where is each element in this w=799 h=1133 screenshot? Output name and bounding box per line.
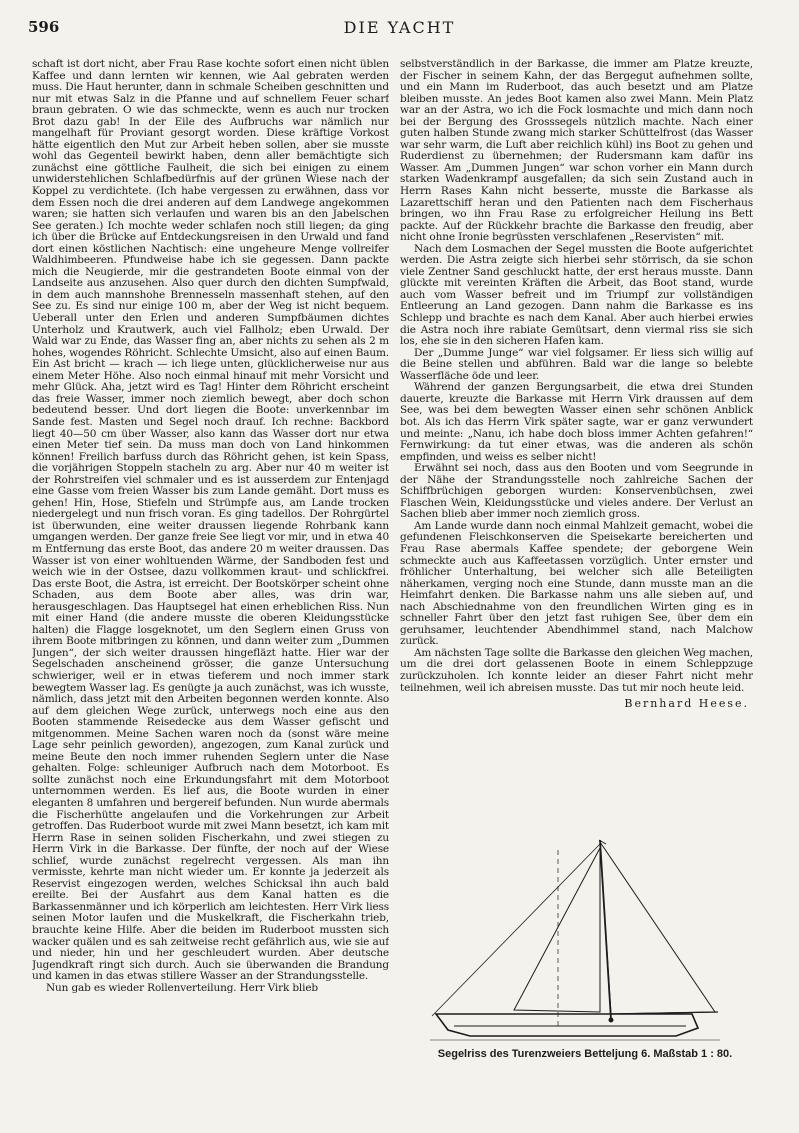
paragraph: Der „Dumme Junge“ war viel folgsamer. Er liess sich willig auf die Beine stellen und abführen. Bald war die lange so belebte Wasserfläche öde und leer. bbox=[400, 346, 753, 382]
paragraph: Am Lande wurde dann noch einmal Mahlzeit gemacht, wobei die gefundenen Fleischkonserven die Speisekarte bereicherten und Frau Rase abermals Kaffee spendete; der geborgene Wein schmeckte auch aus Kaffeetassen vorzüglich. Unter ernster und fröhlicher Unterhaltung, bei welcher sich alle Beteiligten näherkamen, verging noch eine Stunde, dann musste man an die Heimfahrt denken. Die Barkasse nahm uns alle sieben auf, und nach Abschiednahme von den freundlichen Wirten ging es in schneller Fahrt über den jetzt fast ruhigen See, über dem ein geruhsamer, leuchtender Abendhimmel stand, nach Malchow zurück. bbox=[400, 519, 753, 648]
sail-plan-drawing bbox=[430, 830, 730, 1045]
left-column bbox=[32, 59, 389, 1063]
hull bbox=[436, 1014, 698, 1036]
mast-foot bbox=[609, 1018, 613, 1022]
author-signature: Bernhard Heese. bbox=[624, 697, 749, 711]
paragraph: Nach dem Losmachen der Segel mussten die Boote aufgerichtet werden. Die Astra zeigte sich hierbei sehr störrisch, da sie schon viele Zentner Sand geschluckt hatte, der erst heraus musste. Dann glückte mit vereinten Kräften die Arbeit, das Boot stand, wurde auch vom Wasser befreit und im Triumpf zur vollständigen Entleerung an Land gezogen. Dann nahm die Barkasse es ins Schlepp und brachte es nach dem Kanal. Aber auch hierbei erwies die Astra noch ihre rabiate Gemütsart, denn viermal riss sie sich los, ehe sie in den sicheren Hafen kam. bbox=[400, 242, 753, 348]
paragraph: Während der ganzen Bergungsarbeit, die etwa drei Stunden dauerte, kreuzte die Barkasse mit Herrn Virk draussen auf dem See, was bei dem bewegten Wasser einen sehr schönen Anblick bot. Als ich das Herrn Virk später sagte, war er ganz verwundert und meinte: „Nanu, ich habe doch bloss immer Achten gefahren!“ Fernwirkung: da tut einer etwas, was die anderen als schön empfinden, und weiss es selber nicht! bbox=[400, 381, 753, 463]
paragraph: selbstverständlich in der Barkasse, die immer am Platze kreuzte, der Fischer in seinem Kahn, der das Bergegut aufnehmen sollte, und ein Mann im Ruderboot, das auch besetzt und am Platze bleiben musste. An jedes Boot kamen also zwei Mann. Mein Platz war an der Astra, wo ich die Fock losmachte und mich dann noch bei der Bergung des Grosssegels nützlich machte. Nach einer guten halben Stunde zwang mich starker Schüttelfrost (das Wasser war sehr warm, die Luft aber reichlich kühl) ins Boot zu gehen und Ruderdienst zu übernehmen; der Rudersmann kam dafür ins Wasser. Am „Dummen Jungen“ war schon vorher ein Mann durch starken Wadenkrampf ausgefallen; da sich sein Zustand auch in Herrn Rases Kahn nicht besserte, musste die Barkasse als Lazarettschiff heran und den Patienten nach dem Fischerhaus bringen, wo ihn Frau Rase zu erfolgreicher Heilung ins Bett packte. Auf der Rückkehr brachte die Barkasse den freudig, aber nicht ohne Ironie begrüssten verschlafenen „Reservisten“ mit. bbox=[400, 59, 753, 244]
right-column bbox=[400, 59, 753, 759]
running-title: DIE YACHT bbox=[343, 18, 456, 37]
page-number: 596 bbox=[28, 18, 60, 36]
forestay bbox=[432, 844, 600, 1016]
paragraph: schaft ist dort nicht, aber Frau Rase kochte sofort einen nicht üblen Kaffee und dann lernten wir kennen, wie Aal gebraten werden muss. Die Haut herunter, dann in schmale Scheiben geschnitten und nur mit etwas Salz in die Pfanne und auf schnellem Feuer scharf braun gebraten. O wie das schmeckte, wenn es auch nur trocken Brot dazu gab! In der Eile des Aufbruchs war nämlich nur mangelhaft für Proviant gesorgt worden. Diese kräftige Vorkost hätte eigentlich den Mut zur Arbeit heben sollen, aber sie musste wohl das Gegenteil bewirkt haben, denn aller bemächtigte sich zunächst eine göttliche Faulheit, die sich bei einigen zu einem unwiderstehlichen Schlafbedürfnis auf der grünen Wiese nach der Koppel zu verdichtete. (Ich habe vergessen zu erwähnen, dass vor dem Essen noch die drei anderen auf dem Landwege angekommen waren; sie hatten sich verlaufen und waren bis an den Jabelschen See geraten.) Ich mochte weder schlafen noch still liegen; da ging ich über die Brücke auf Entdeckungsreisen in den Urwald und fand dort einen köstlichen Nachtisch: eine ungeheure Menge vollreifer Waldhimbeeren. Pfundweise habe ich sie gegessen. Dann packte mich die Neugierde, mir die gestrandeten Boote einmal von der Landseite aus anzusehen. Also quer durch den dichten Sumpfwald, in dem auch mannshohe Brennesseln massenhaft stehen, auf den See zu. Es sind nur einige 100 m, aber der Weg ist nicht bequem. Ueberall unter den Erlen und anderen Sumpfbäumen dichtes Unterholz und Krautwerk, auch viel Fallholz; eben Urwald. Der Wald war zu Ende, das Wasser fing an, aber nichts zu sehen als 2 m hohes, wogendes Röhricht. Schlechte Umsicht, also auf einen Baum. Ein Ast bricht — krach — ich liege unten, glücklicherweise nur aus einem Meter Höhe. Also noch einmal hinauf mit mehr Vorsicht und mehr Glück. Aha, jetzt wird es Tag! Hinter dem Röhricht erscheint das freie Wasser, immer noch ziemlich bewegt, aber doch schon bedeutend besser. Und dort liegen die Boote: unverkennbar im Sande fest. Masten und Segel noch drauf. Ich rechne: Backbord liegt 40—50 cm über Wasser, also kann das Wasser dort nur etwa einen Meter tief sein. Da muss man doch von Land hinkommen können! Freilich barfuss durch das Röhricht gehen, ist kein Spass, die vorjährigen Stoppeln stacheln zu arg. Aber nur 40 m weiter ist der Rohrstreifen viel schmaler und es ist ausserdem zur Entenjagd eine Gasse vom freien Wasser bis zum Lande gemäht. Dort muss es gehen! Hin, Hose, Stiefeln und Strümpfe aus, am Lande trocken niedergelegt und nun frisch voran. Es ging tadellos. Der Rohrgürtel ist überwunden, eine weiter draussen liegende Rohrbank kann umgangen werden. Der ganze freie See liegt vor mir, und in etwa 40 m Entfernung das erste Boot, das andere 20 m weiter draussen. Das Wasser ist von einer wohltuenden Wärme, der Sandboden fest und weich wie in der Ostsee, dazu vollkommen kraut- und schlickfrei. Das erste Boot, die Astra, ist erreicht. Der Bootskörper scheint ohne Schaden, aus dem Boote aber alles, was drin war, herausgeschlagen. Das Hauptsegel hat einen erheblichen Riss. Nun mit einer Hand (die andere musste die oberen Kleidungsstücke halten) die Flagge losgeknotet, um den Seglern einen Gruss von ihrem Boote mitbringen zu können, und dann weiter zum „Dummen Jungen“, der sich weiter draussen hingefläzt hatte. Hier war der Segelschaden anscheinend grösser, die ganze Untersuchung schwieriger, weil er in etwas tieferem und noch immer stark bewegtem Wasser lag. Es genügte ja auch zunächst, was ich wusste, nämlich, dass jetzt mit den Arbeiten begonnen werden konnte. Also auf dem gleichen Wege zurück, unterwegs noch eine aus den Booten stammende Reisedecke aus dem Wasser gefischt und mitgenommen. Meine Sachen waren noch da (sonst wäre meine Lage sehr peinlich geworden), angezogen, zum Kanal zurück und meine Beute den noch immer ruhenden Seglern unter die Nase gehalten. Folge: schleuniger Aufbruch nach dem Motorboot. Es sollte zunächst noch eine Erkundungsfahrt mit dem Motorboot unternommen werden. Es lief aus, die Boote wurden in einer eleganten 8 umfahren und bergereif befunden. Nun wurde abermals die Fischerhütte angelaufen und die Vorkehrungen zur Arbeit getroffen. Das Ruderboot wurde mit zwei Mann besetzt, ich kam mit Herrn Rase in seinen soliden Fischerkahn, und zwei stiegen zu Herrn Virk in die Barkasse. Der fünfte, der noch auf der Wiese schlief, wurde zunächst regelrecht vergessen. Als man ihn vermisste, kehrte man nicht wieder um. Er konnte ja jederzeit als Reservist eingezogen werden, welches Schicksal ihn auch bald ereilte. Bei der Ausfahrt aus dem Kanal hatten es die Barkassenmänner und ich körperlich am leichtesten. Herr Virk liess seinen Motor laufen und die Muskelkraft, die Fischerkahn trieb, brauchte keine Hilfe. Aber die beiden im Ruderboot mussten sich wacker quälen und es sah zeitweise recht gefährlich aus, wie sie auf und nieder, hin und her geschleudert wurden. Aber deutsche Jugendkraft ringt sich durch. Auch sie überwanden die Brandung und kamen in das etwas stillere Wasser an der Strandungsstelle. bbox=[32, 59, 389, 983]
paragraph: Nun gab es wieder Rollenverteilung. Herr Virk blieb bbox=[46, 981, 318, 994]
mainsail bbox=[600, 842, 715, 1014]
figure-caption: Segelriss des Turenzweiers Betteljung 6. Maßstab 1 : 80. bbox=[437, 1048, 733, 1060]
paragraph: Erwähnt sei noch, dass aus den Booten und vom Seegrunde in der Nähe der Strandungsstelle noch zahlreiche Sachen der Schiffbrüchigen geborgen wurden: Konservenbüchsen, zwei Flaschen Wein, Kleidungsstücke und vieles andere. Der Verlust an Sachen blieb aber immer noch ziemlich gross. bbox=[400, 462, 753, 521]
paragraph: Am nächsten Tage sollte die Barkasse den gleichen Weg machen, um die drei dort gelassenen Boote in einem Schleppzuge zurückzuholen. Ich konnte leider an dieser Fahrt nicht mehr teilnehmen, weil ich abreisen musste. Das tut mir noch heute leid. bbox=[400, 646, 753, 694]
jib bbox=[514, 848, 600, 1012]
